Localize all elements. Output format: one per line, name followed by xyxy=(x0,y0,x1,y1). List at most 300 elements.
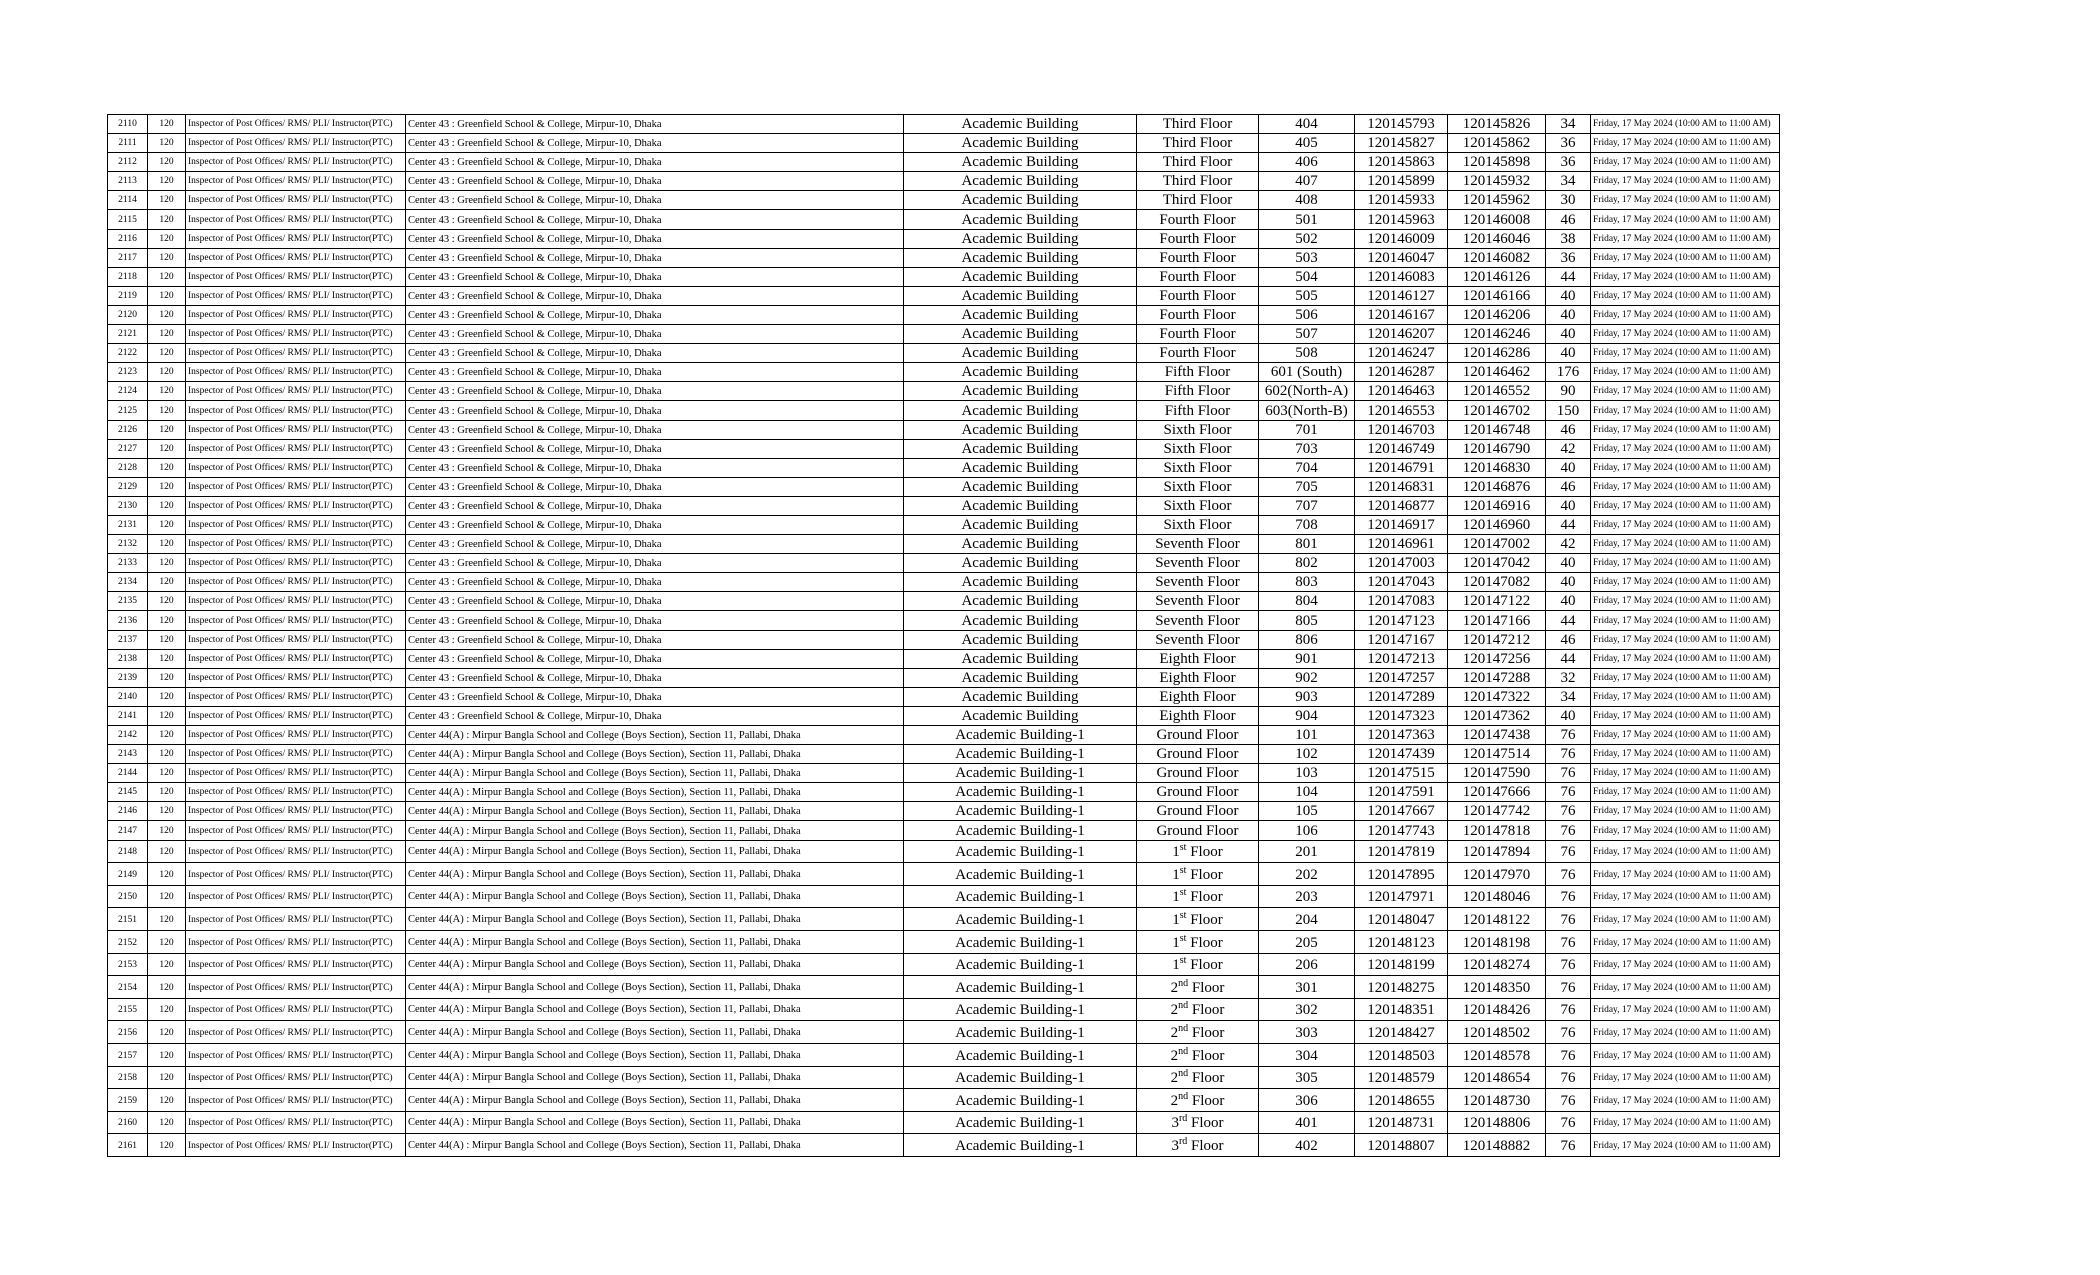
roll-to-cell: 120145826 xyxy=(1448,115,1546,134)
floor-cell: Eighth Floor xyxy=(1137,668,1259,687)
roll-from-cell: 120148731 xyxy=(1355,1111,1448,1134)
serial-cell: 2116 xyxy=(108,229,148,248)
table-row xyxy=(108,305,1780,324)
total-cell: 34 xyxy=(1546,172,1591,191)
total-cell: 40 xyxy=(1546,458,1591,477)
table-row xyxy=(108,344,1780,363)
exam-date-cell: Friday, 17 May 2024 (10:00 AM to 11:00 AM) xyxy=(1591,783,1780,802)
roll-from-cell: 120147819 xyxy=(1355,840,1448,863)
floor-cell: Third Floor xyxy=(1137,115,1259,134)
exam-date-cell: Friday, 17 May 2024 (10:00 AM to 11:00 AM) xyxy=(1591,229,1780,248)
post-name-cell: Inspector of Post Offices/ RMS/ PLI/ Instructor(PTC) xyxy=(186,1089,406,1112)
table-row xyxy=(108,1134,1780,1157)
center-cell: Center 43 : Greenfield School & College, Mirpur-10, Dhaka xyxy=(406,382,904,401)
roll-to-cell: 120147288 xyxy=(1448,668,1546,687)
exam-date-cell: Friday, 17 May 2024 (10:00 AM to 11:00 AM) xyxy=(1591,573,1780,592)
building-cell: Academic Building-1 xyxy=(904,1066,1137,1089)
post-name-cell: Inspector of Post Offices/ RMS/ PLI/ Instructor(PTC) xyxy=(186,477,406,496)
total-cell: 76 xyxy=(1546,1066,1591,1089)
room-cell: 603(North-B) xyxy=(1259,401,1355,420)
floor-cell xyxy=(1137,1134,1259,1157)
roll-to-cell: 120145898 xyxy=(1448,153,1546,172)
roll-from-cell: 120148655 xyxy=(1355,1089,1448,1112)
post-name-cell: Inspector of Post Offices/ RMS/ PLI/ Instructor(PTC) xyxy=(186,611,406,630)
floor-cell xyxy=(1137,885,1259,908)
post-name-cell: Inspector of Post Offices/ RMS/ PLI/ Instructor(PTC) xyxy=(186,706,406,725)
floor-text-part: Floor xyxy=(1187,1115,1224,1132)
exam-date-cell: Friday, 17 May 2024 (10:00 AM to 11:00 AM) xyxy=(1591,210,1780,229)
room-cell: 502 xyxy=(1259,229,1355,248)
roll-to-cell: 120146126 xyxy=(1448,267,1546,286)
floor-ordinal-suffix: nd xyxy=(1178,1045,1189,1057)
post-name-cell: Inspector of Post Offices/ RMS/ PLI/ Instructor(PTC) xyxy=(186,821,406,840)
roll-to-cell: 120146748 xyxy=(1448,420,1546,439)
floor-cell: Seventh Floor xyxy=(1137,573,1259,592)
center-cell: Center 43 : Greenfield School & College, Mirpur-10, Dhaka xyxy=(406,554,904,573)
building-cell: Academic Building xyxy=(904,687,1137,706)
exam-date-cell: Friday, 17 May 2024 (10:00 AM to 11:00 AM) xyxy=(1591,115,1780,134)
center-cell: Center 44(A) : Mirpur Bangla School and College (Boys Section), Section 11, Pallabi, Dhaka xyxy=(406,885,904,908)
total-cell: 34 xyxy=(1546,687,1591,706)
roll-to-cell: 120147818 xyxy=(1448,821,1546,840)
serial-cell: 2111 xyxy=(108,134,148,153)
center-cell: Center 43 : Greenfield School & College, Mirpur-10, Dhaka xyxy=(406,687,904,706)
exam-date-cell: Friday, 17 May 2024 (10:00 AM to 11:00 AM) xyxy=(1591,496,1780,515)
floor-cell: Ground Floor xyxy=(1137,802,1259,821)
center-cell: Center 43 : Greenfield School & College, Mirpur-10, Dhaka xyxy=(406,649,904,668)
exam-date-cell: Friday, 17 May 2024 (10:00 AM to 11:00 AM) xyxy=(1591,863,1780,886)
center-cell: Center 44(A) : Mirpur Bangla School and College (Boys Section), Section 11, Pallabi, Dhaka xyxy=(406,863,904,886)
post-code-cell: 120 xyxy=(148,783,186,802)
room-cell: 501 xyxy=(1259,210,1355,229)
total-cell: 40 xyxy=(1546,592,1591,611)
roll-to-cell: 120146916 xyxy=(1448,496,1546,515)
floor-cell: Fifth Floor xyxy=(1137,382,1259,401)
floor-cell: Eighth Floor xyxy=(1137,687,1259,706)
total-cell: 40 xyxy=(1546,554,1591,573)
table-row xyxy=(108,821,1780,840)
table-row xyxy=(108,515,1780,534)
serial-cell: 2119 xyxy=(108,286,148,305)
room-cell: 704 xyxy=(1259,458,1355,477)
total-cell: 34 xyxy=(1546,115,1591,134)
center-cell: Center 44(A) : Mirpur Bangla School and College (Boys Section), Section 11, Pallabi, Dhaka xyxy=(406,953,904,976)
serial-cell: 2137 xyxy=(108,630,148,649)
roll-from-cell: 120145793 xyxy=(1355,115,1448,134)
roll-from-cell: 120147003 xyxy=(1355,554,1448,573)
roll-from-cell: 120147743 xyxy=(1355,821,1448,840)
exam-date-cell: Friday, 17 May 2024 (10:00 AM to 11:00 AM) xyxy=(1591,363,1780,382)
serial-cell: 2135 xyxy=(108,592,148,611)
roll-to-cell: 120147212 xyxy=(1448,630,1546,649)
table-row xyxy=(108,863,1780,886)
center-cell: Center 44(A) : Mirpur Bangla School and College (Boys Section), Section 11, Pallabi, Dhaka xyxy=(406,745,904,764)
exam-date-cell: Friday, 17 May 2024 (10:00 AM to 11:00 AM) xyxy=(1591,840,1780,863)
total-cell: 40 xyxy=(1546,496,1591,515)
floor-cell: Ground Floor xyxy=(1137,783,1259,802)
total-cell: 76 xyxy=(1546,1021,1591,1044)
floor-cell: Fourth Floor xyxy=(1137,325,1259,344)
room-cell: 701 xyxy=(1259,420,1355,439)
floor-cell: Ground Floor xyxy=(1137,764,1259,783)
floor-cell: Sixth Floor xyxy=(1137,458,1259,477)
floor-cell xyxy=(1137,1066,1259,1089)
table-row xyxy=(108,611,1780,630)
post-name-cell: Inspector of Post Offices/ RMS/ PLI/ Instructor(PTC) xyxy=(186,863,406,886)
roll-to-cell: 120146702 xyxy=(1448,401,1546,420)
exam-date-cell: Friday, 17 May 2024 (10:00 AM to 11:00 AM) xyxy=(1591,687,1780,706)
post-code-cell: 120 xyxy=(148,687,186,706)
building-cell: Academic Building xyxy=(904,401,1137,420)
post-name-cell: Inspector of Post Offices/ RMS/ PLI/ Instructor(PTC) xyxy=(186,229,406,248)
roll-from-cell: 120146009 xyxy=(1355,229,1448,248)
floor-cell xyxy=(1137,998,1259,1021)
post-code-cell: 120 xyxy=(148,1111,186,1134)
roll-from-cell: 120146877 xyxy=(1355,496,1448,515)
post-code-cell: 120 xyxy=(148,998,186,1021)
exam-date-cell: Friday, 17 May 2024 (10:00 AM to 11:00 AM) xyxy=(1591,515,1780,534)
post-code-cell: 120 xyxy=(148,863,186,886)
building-cell: Academic Building xyxy=(904,592,1137,611)
room-cell: 402 xyxy=(1259,1134,1355,1157)
floor-cell xyxy=(1137,930,1259,953)
center-cell: Center 43 : Greenfield School & College, Mirpur-10, Dhaka xyxy=(406,363,904,382)
roll-from-cell: 120146127 xyxy=(1355,286,1448,305)
table-row xyxy=(108,191,1780,210)
building-cell: Academic Building xyxy=(904,210,1137,229)
floor-cell: Third Floor xyxy=(1137,191,1259,210)
building-cell: Academic Building xyxy=(904,706,1137,725)
roll-to-cell: 120147742 xyxy=(1448,802,1546,821)
roll-from-cell: 120145899 xyxy=(1355,172,1448,191)
room-cell: 505 xyxy=(1259,286,1355,305)
serial-cell: 2131 xyxy=(108,515,148,534)
post-name-cell: Inspector of Post Offices/ RMS/ PLI/ Instructor(PTC) xyxy=(186,515,406,534)
post-code-cell: 120 xyxy=(148,286,186,305)
post-name-cell: Inspector of Post Offices/ RMS/ PLI/ Instructor(PTC) xyxy=(186,134,406,153)
building-cell: Academic Building xyxy=(904,668,1137,687)
serial-cell: 2141 xyxy=(108,706,148,725)
table-row xyxy=(108,363,1780,382)
post-name-cell: Inspector of Post Offices/ RMS/ PLI/ Instructor(PTC) xyxy=(186,1021,406,1044)
post-code-cell: 120 xyxy=(148,726,186,745)
table-row xyxy=(108,1021,1780,1044)
table-row xyxy=(108,496,1780,515)
roll-from-cell: 120148047 xyxy=(1355,908,1448,931)
table-row xyxy=(108,592,1780,611)
exam-date-cell: Friday, 17 May 2024 (10:00 AM to 11:00 AM) xyxy=(1591,668,1780,687)
floor-text-part: 2 xyxy=(1170,1024,1179,1041)
roll-to-cell: 120146008 xyxy=(1448,210,1546,229)
roll-to-cell: 120147514 xyxy=(1448,745,1546,764)
floor-text-part: Floor xyxy=(1188,1070,1225,1087)
table-row xyxy=(108,687,1780,706)
roll-to-cell: 120148730 xyxy=(1448,1089,1546,1112)
table-row xyxy=(108,649,1780,668)
floor-ordinal-suffix: nd xyxy=(1178,1000,1189,1012)
room-cell: 902 xyxy=(1259,668,1355,687)
total-cell: 76 xyxy=(1546,998,1591,1021)
center-cell: Center 43 : Greenfield School & College, Mirpur-10, Dhaka xyxy=(406,191,904,210)
floor-text-part: Floor xyxy=(1186,844,1223,861)
table-row xyxy=(108,439,1780,458)
building-cell: Academic Building xyxy=(904,134,1137,153)
post-name-cell: Inspector of Post Offices/ RMS/ PLI/ Instructor(PTC) xyxy=(186,687,406,706)
post-name-cell: Inspector of Post Offices/ RMS/ PLI/ Instructor(PTC) xyxy=(186,1043,406,1066)
table-row xyxy=(108,115,1780,134)
exam-date-cell: Friday, 17 May 2024 (10:00 AM to 11:00 AM) xyxy=(1591,821,1780,840)
post-code-cell: 120 xyxy=(148,885,186,908)
floor-cell: Ground Floor xyxy=(1137,745,1259,764)
roll-to-cell: 120148882 xyxy=(1448,1134,1546,1157)
floor-ordinal-suffix: nd xyxy=(1178,1068,1189,1080)
room-cell: 408 xyxy=(1259,191,1355,210)
serial-cell: 2161 xyxy=(108,1134,148,1157)
total-cell: 76 xyxy=(1546,1111,1591,1134)
floor-cell: Sixth Floor xyxy=(1137,477,1259,496)
center-cell: Center 43 : Greenfield School & College, Mirpur-10, Dhaka xyxy=(406,172,904,191)
roll-from-cell: 120148351 xyxy=(1355,998,1448,1021)
post-code-cell: 120 xyxy=(148,134,186,153)
center-cell: Center 44(A) : Mirpur Bangla School and College (Boys Section), Section 11, Pallabi, Dhaka xyxy=(406,930,904,953)
room-cell: 803 xyxy=(1259,573,1355,592)
post-name-cell: Inspector of Post Offices/ RMS/ PLI/ Instructor(PTC) xyxy=(186,930,406,953)
post-code-cell: 120 xyxy=(148,1134,186,1157)
building-cell: Academic Building-1 xyxy=(904,764,1137,783)
post-code-cell: 120 xyxy=(148,802,186,821)
exam-date-cell: Friday, 17 May 2024 (10:00 AM to 11:00 AM) xyxy=(1591,885,1780,908)
floor-cell xyxy=(1137,1021,1259,1044)
room-cell: 103 xyxy=(1259,764,1355,783)
exam-date-cell: Friday, 17 May 2024 (10:00 AM to 11:00 AM) xyxy=(1591,267,1780,286)
room-cell: 305 xyxy=(1259,1066,1355,1089)
serial-cell: 2127 xyxy=(108,439,148,458)
roll-from-cell: 120148275 xyxy=(1355,976,1448,999)
roll-from-cell: 120147213 xyxy=(1355,649,1448,668)
floor-cell: Seventh Floor xyxy=(1137,554,1259,573)
roll-from-cell: 120148427 xyxy=(1355,1021,1448,1044)
roll-to-cell: 120147666 xyxy=(1448,783,1546,802)
serial-cell: 2140 xyxy=(108,687,148,706)
floor-cell: Fourth Floor xyxy=(1137,286,1259,305)
table-row xyxy=(108,930,1780,953)
table-row xyxy=(108,1111,1780,1134)
post-name-cell: Inspector of Post Offices/ RMS/ PLI/ Instructor(PTC) xyxy=(186,325,406,344)
roll-to-cell: 120145932 xyxy=(1448,172,1546,191)
total-cell: 76 xyxy=(1546,908,1591,931)
building-cell: Academic Building-1 xyxy=(904,863,1137,886)
exam-date-cell: Friday, 17 May 2024 (10:00 AM to 11:00 AM) xyxy=(1591,611,1780,630)
floor-cell: Third Floor xyxy=(1137,134,1259,153)
center-cell: Center 44(A) : Mirpur Bangla School and College (Boys Section), Section 11, Pallabi, Dhaka xyxy=(406,908,904,931)
exam-date-cell: Friday, 17 May 2024 (10:00 AM to 11:00 AM) xyxy=(1591,172,1780,191)
center-cell: Center 43 : Greenfield School & College, Mirpur-10, Dhaka xyxy=(406,325,904,344)
table-row xyxy=(108,1066,1780,1089)
exam-date-cell: Friday, 17 May 2024 (10:00 AM to 11:00 AM) xyxy=(1591,477,1780,496)
room-cell: 506 xyxy=(1259,305,1355,324)
floor-cell: Fourth Floor xyxy=(1137,267,1259,286)
floor-cell: Fourth Floor xyxy=(1137,344,1259,363)
center-cell: Center 43 : Greenfield School & College, Mirpur-10, Dhaka xyxy=(406,668,904,687)
building-cell: Academic Building-1 xyxy=(904,930,1137,953)
building-cell: Academic Building xyxy=(904,515,1137,534)
floor-cell: Fourth Floor xyxy=(1137,229,1259,248)
post-code-cell: 120 xyxy=(148,821,186,840)
post-code-cell: 120 xyxy=(148,953,186,976)
total-cell: 176 xyxy=(1546,363,1591,382)
roll-from-cell: 120148579 xyxy=(1355,1066,1448,1089)
total-cell: 40 xyxy=(1546,305,1591,324)
roll-from-cell: 120146167 xyxy=(1355,305,1448,324)
roll-to-cell: 120148122 xyxy=(1448,908,1546,931)
floor-ordinal-suffix: nd xyxy=(1178,977,1189,989)
serial-cell: 2115 xyxy=(108,210,148,229)
building-cell: Academic Building xyxy=(904,420,1137,439)
post-code-cell: 120 xyxy=(148,496,186,515)
floor-cell: Sixth Floor xyxy=(1137,420,1259,439)
total-cell: 76 xyxy=(1546,976,1591,999)
serial-cell: 2125 xyxy=(108,401,148,420)
roll-from-cell: 120146553 xyxy=(1355,401,1448,420)
floor-text-part: Floor xyxy=(1186,889,1223,906)
building-cell: Academic Building xyxy=(904,573,1137,592)
center-cell: Center 43 : Greenfield School & College, Mirpur-10, Dhaka xyxy=(406,630,904,649)
center-cell: Center 43 : Greenfield School & College, Mirpur-10, Dhaka xyxy=(406,439,904,458)
serial-cell: 2122 xyxy=(108,344,148,363)
roll-from-cell: 120147289 xyxy=(1355,687,1448,706)
serial-cell: 2143 xyxy=(108,745,148,764)
roll-from-cell: 120147167 xyxy=(1355,630,1448,649)
table-row xyxy=(108,248,1780,267)
total-cell: 44 xyxy=(1546,649,1591,668)
roll-to-cell: 120148046 xyxy=(1448,885,1546,908)
floor-text-part: 2 xyxy=(1170,1092,1179,1109)
building-cell: Academic Building-1 xyxy=(904,1043,1137,1066)
roll-from-cell: 120148503 xyxy=(1355,1043,1448,1066)
roll-from-cell: 120147971 xyxy=(1355,885,1448,908)
table-row xyxy=(108,745,1780,764)
total-cell: 76 xyxy=(1546,1043,1591,1066)
serial-cell: 2154 xyxy=(108,976,148,999)
total-cell: 76 xyxy=(1546,953,1591,976)
serial-cell: 2142 xyxy=(108,726,148,745)
roll-from-cell: 120146791 xyxy=(1355,458,1448,477)
serial-cell: 2123 xyxy=(108,363,148,382)
roll-to-cell: 120148350 xyxy=(1448,976,1546,999)
post-code-cell: 120 xyxy=(148,420,186,439)
room-cell: 201 xyxy=(1259,840,1355,863)
table-row xyxy=(108,535,1780,554)
roll-from-cell: 120147591 xyxy=(1355,783,1448,802)
room-cell: 705 xyxy=(1259,477,1355,496)
center-cell: Center 43 : Greenfield School & College, Mirpur-10, Dhaka xyxy=(406,229,904,248)
roll-to-cell: 120148578 xyxy=(1448,1043,1546,1066)
table-row xyxy=(108,210,1780,229)
room-cell: 806 xyxy=(1259,630,1355,649)
post-name-cell: Inspector of Post Offices/ RMS/ PLI/ Instructor(PTC) xyxy=(186,1066,406,1089)
center-cell: Center 44(A) : Mirpur Bangla School and College (Boys Section), Section 11, Pallabi, Dhaka xyxy=(406,802,904,821)
center-cell: Center 43 : Greenfield School & College, Mirpur-10, Dhaka xyxy=(406,153,904,172)
exam-date-cell: Friday, 17 May 2024 (10:00 AM to 11:00 AM) xyxy=(1591,325,1780,344)
floor-text-part: 2 xyxy=(1170,1002,1179,1019)
total-cell: 46 xyxy=(1546,420,1591,439)
exam-date-cell: Friday, 17 May 2024 (10:00 AM to 11:00 AM) xyxy=(1591,191,1780,210)
post-code-cell: 120 xyxy=(148,908,186,931)
room-cell: 401 xyxy=(1259,1111,1355,1134)
floor-cell: Fourth Floor xyxy=(1137,305,1259,324)
serial-cell: 2155 xyxy=(108,998,148,1021)
exam-date-cell: Friday, 17 May 2024 (10:00 AM to 11:00 AM) xyxy=(1591,630,1780,649)
roll-to-cell: 120147362 xyxy=(1448,706,1546,725)
exam-date-cell: Friday, 17 May 2024 (10:00 AM to 11:00 AM) xyxy=(1591,706,1780,725)
roll-from-cell: 120147123 xyxy=(1355,611,1448,630)
floor-cell: Fifth Floor xyxy=(1137,363,1259,382)
floor-ordinal-suffix: rd xyxy=(1178,1135,1188,1147)
exam-date-cell: Friday, 17 May 2024 (10:00 AM to 11:00 AM) xyxy=(1591,305,1780,324)
floor-ordinal-suffix: st xyxy=(1179,842,1187,854)
building-cell: Academic Building xyxy=(904,344,1137,363)
building-cell: Academic Building xyxy=(904,611,1137,630)
roll-to-cell: 120146082 xyxy=(1448,248,1546,267)
building-cell: Academic Building xyxy=(904,229,1137,248)
roll-to-cell: 120146552 xyxy=(1448,382,1546,401)
roll-to-cell: 120147122 xyxy=(1448,592,1546,611)
roll-to-cell: 120148274 xyxy=(1448,953,1546,976)
serial-cell: 2156 xyxy=(108,1021,148,1044)
roll-to-cell: 120146830 xyxy=(1448,458,1546,477)
building-cell: Academic Building xyxy=(904,630,1137,649)
post-name-cell: Inspector of Post Offices/ RMS/ PLI/ Instructor(PTC) xyxy=(186,783,406,802)
roll-to-cell: 120146206 xyxy=(1448,305,1546,324)
table-row xyxy=(108,267,1780,286)
building-cell: Academic Building xyxy=(904,382,1137,401)
post-name-cell: Inspector of Post Offices/ RMS/ PLI/ Instructor(PTC) xyxy=(186,592,406,611)
total-cell: 40 xyxy=(1546,573,1591,592)
center-cell: Center 43 : Greenfield School & College, Mirpur-10, Dhaka xyxy=(406,401,904,420)
floor-cell: Fifth Floor xyxy=(1137,401,1259,420)
post-code-cell: 120 xyxy=(148,210,186,229)
roll-to-cell: 120148806 xyxy=(1448,1111,1546,1134)
table-row xyxy=(108,153,1780,172)
serial-cell: 2151 xyxy=(108,908,148,931)
serial-cell: 2144 xyxy=(108,764,148,783)
building-cell: Academic Building xyxy=(904,153,1137,172)
total-cell: 76 xyxy=(1546,726,1591,745)
roll-from-cell: 120147043 xyxy=(1355,573,1448,592)
building-cell: Academic Building xyxy=(904,305,1137,324)
serial-cell: 2139 xyxy=(108,668,148,687)
total-cell: 76 xyxy=(1546,1089,1591,1112)
exam-date-cell: Friday, 17 May 2024 (10:00 AM to 11:00 AM) xyxy=(1591,1089,1780,1112)
room-cell: 304 xyxy=(1259,1043,1355,1066)
table-row xyxy=(108,172,1780,191)
center-cell: Center 44(A) : Mirpur Bangla School and College (Boys Section), Section 11, Pallabi, Dhaka xyxy=(406,1111,904,1134)
room-cell: 306 xyxy=(1259,1089,1355,1112)
roll-to-cell: 120146166 xyxy=(1448,286,1546,305)
table-row xyxy=(108,420,1780,439)
exam-date-cell: Friday, 17 May 2024 (10:00 AM to 11:00 AM) xyxy=(1591,535,1780,554)
roll-to-cell: 120147322 xyxy=(1448,687,1546,706)
post-code-cell: 120 xyxy=(148,649,186,668)
post-code-cell: 120 xyxy=(148,706,186,725)
room-cell: 405 xyxy=(1259,134,1355,153)
roll-to-cell: 120146246 xyxy=(1448,325,1546,344)
post-code-cell: 120 xyxy=(148,592,186,611)
building-cell: Academic Building xyxy=(904,458,1137,477)
floor-cell: Sixth Floor xyxy=(1137,515,1259,534)
floor-text-part: 1 xyxy=(1172,934,1180,951)
roll-to-cell: 120148502 xyxy=(1448,1021,1546,1044)
